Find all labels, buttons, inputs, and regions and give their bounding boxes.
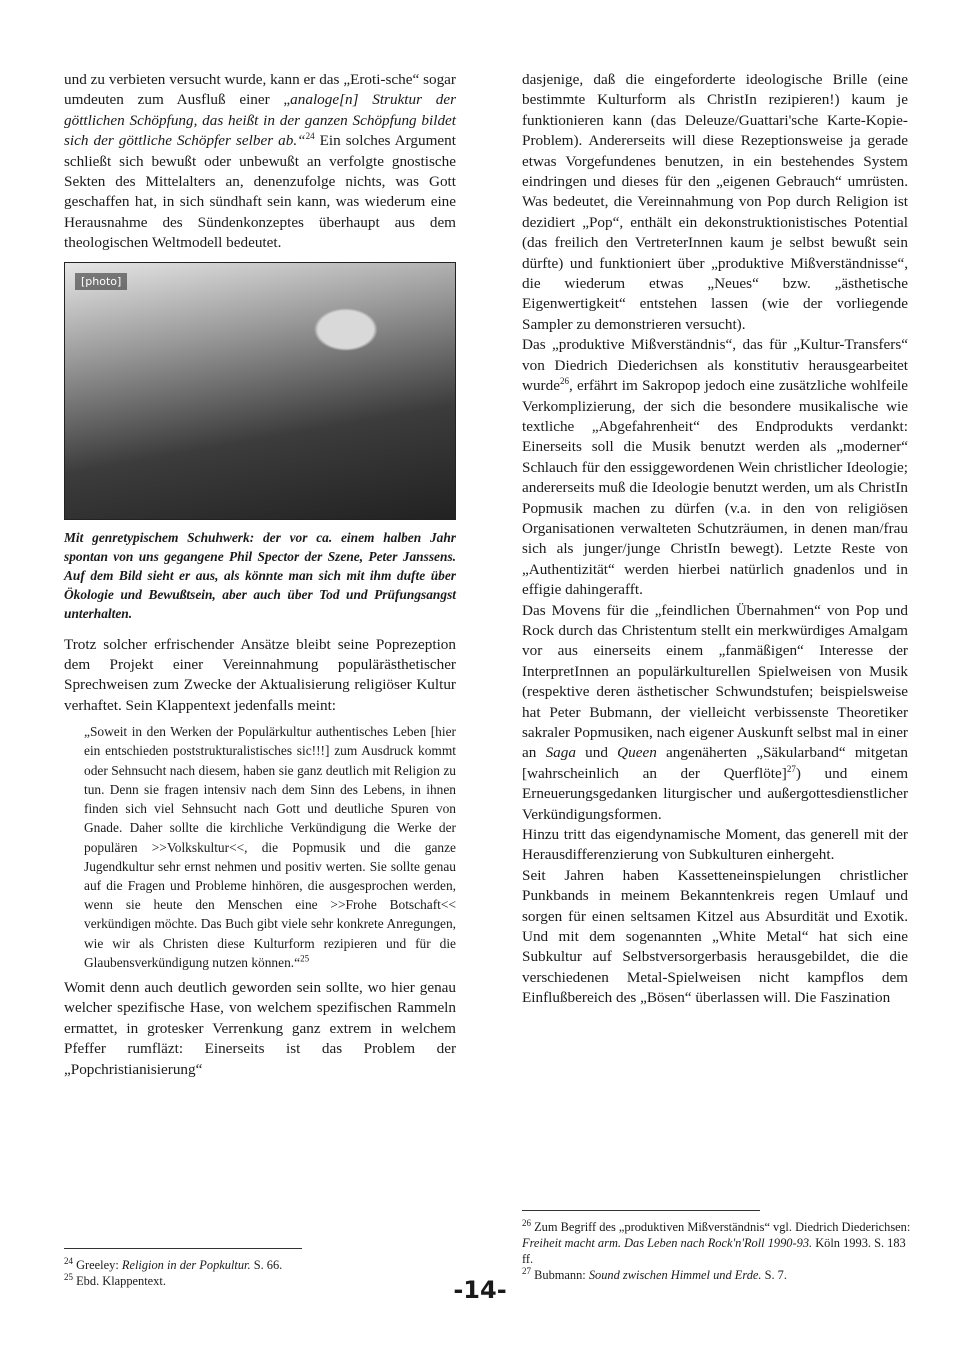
footnote: $^{25}$ Ebd. Klappentext. <box>64 1271 166 1288</box>
image-placeholder-label: [photo] <box>75 273 127 290</box>
paragraph: Trotz solcher erfrischender Ansätze bleibt seine Poprezeption dem Projekt einer Vereinnahmung populärästhetischer Sprechweisen zum Zwecke der Aktualisierung religiöser Kultur verhaftet. Sein Klappentext jedenfalls meint: <box>64 635 456 714</box>
footnote: $^{27}$ Bubmann: Sound zwischen Himmel und Erde. S. 7. <box>522 1265 787 1282</box>
paragraph: Womit denn auch deutlich geworden sein sollte, wo hier genau welcher spezifische Hase, von welchem spezifischen Rammeln ermattet, in grotesker Verrenkung ganz extrem in welchem Pfeffer rumfläzt: Einerseits ist das Problem der „Popchristianisierung“ <box>64 978 456 1078</box>
footnote: $^{26}$ Zum Begriff des „produktiven Mißverständnis“ vgl. Diedrich Diederichsen: Freiheit macht arm. Das Leben nach Rock'n'Roll 1990-93. Köln 1993. S. 183 ff. <box>522 1217 911 1266</box>
photo-peter-janssens <box>64 262 456 520</box>
footnotes-left <box>64 1248 394 1289</box>
page-number: -14- <box>453 1276 507 1304</box>
footnote-ref[interactable]: 26 <box>559 376 569 387</box>
block-quote: „Soweit in den Werken der Populärkultur authentisches Leben [hier ein entschieden poststrukturalistisches sic!!!] zum Ausdruck kommt oder Sehnsucht nach diesem, haben sie ganz deutlich mit Religion zu tun. Denn sie fragen intensiv nach dem Sinn des Lebens, in ihnen finden sich viel Sehnsucht nach Gott und deutliche Spuren von Gnade. Daher sollte die kirchliche Verkündigung die Werke der populären >>Volkskultur<<, die Popmusik und die ganze Jugendkultur sehr ernst nehmen und positiv werten. Sie sollte genau auf die Fragen und Probleme hinhören, die ausgesprochen werden, wenn sie heute den Menschen eine >>Frohe Botschaft<< verkündigen möchte. Das Buch gibt viele sehr konkrete Anregungen, wie wir als Christen diese Kulturform rezipieren und für die Glaubensverkündigung nutzen können.“$^{25}$ <box>84 724 456 970</box>
paragraph: Hinzu tritt das eigendynamische Moment, das generell mit der Herausdifferenzierung von Subkulturen einhergeht. <box>522 826 908 864</box>
paragraph: Das „produktive Mißverständnis“, das für „Kultur-Transfers“ von Diedrich Diederichsen als konstitutiv herausgearbeitet wurde$^{26}$, erfährt im Sakropop jedoch eine zusätzliche wohlfeile Verkomplizierung, der sich die besondere musikalische wie textliche „Abgefahrenheit“ des Endprodukts verdankt: Einerseits soll die Musik benutzt werden als „moderner“ Schlauch für den essiggewordenen Wein christlicher Ideologie; andererseits muß die Ideologie benutzt werden, um als ChristIn Popmusik machen zu dürfen (v.a. in den von religiösen Organisationen verwalteten Schutzräumen, in denen man/frau sich als junger/junge ChristIn bewegt). Letzte Reste von „Authentizität“ werden hierbei natürlich gnadenlos und in effigie dahingerafft. <box>522 336 908 599</box>
footnote-ref[interactable]: 27 <box>786 763 796 774</box>
footnote: $^{24}$ Greeley: Religion in der Popkultur. S. 66. <box>64 1255 283 1272</box>
footnote-divider <box>522 1210 760 1211</box>
paragraph: Seit Jahren haben Kassetteneinspielungen christlicher Punkbands in meinem Bekanntenkreis regen Umlauf und sorgen für einen seltsamen Kitzel aus Absurdität und Exotik. Und mit dem sogenannten „White Metal“ hat sich eine Subkultur auf Selbstversorgerbasis herausgebildet, die die verschiedenen Metal-Spielweisen nicht kampflos dem Einflußbereich des „Bösen“ überlassen will. Die Faszination <box>522 866 908 1007</box>
footnote-ref[interactable]: 25 <box>300 953 310 964</box>
left-column <box>64 70 456 1080</box>
paragraph: und zu verbieten versucht wurde, kann er das „Eroti-sche“ sogar umdeuten zum Ausfluß einer „analoge[n] Struktur der göttlichen Schöpfung, das heißt in der ganzen Schöpfung bildet sich der göttliche Schöpfer selber ab.“$^{24}$ Ein solches Argument schließt sich bewußt oder unbewußt an verfolgte gnostische Sekten des Mittelalters an, denenzufolge nichts, was Gott geschaffen hat, in sich sündhaft sein kann, was wiederum eine Herausnahme des Sündenkonzeptes überhaupt aus dem theologischen Weltmodell bedeutet. <box>64 71 457 252</box>
footnotes-right <box>522 1210 912 1283</box>
paragraph: Das Movens für die „feindlichen Übernahmen“ von Pop und Rock durch das Christentum stellt ein merkwürdiges Amalgam vor aus einerseits einem „fanmäßigen“ Interesse der InterpretInnen an populärkulturellen Spielweisen von Musik (respektive deren ästhetischer Schwundstufen; beispielsweise hat Peter Bubmann, der vielleicht verbissenste Theoretiker sakraler Popmusiken, nach eigener Auskunft selbst mal in einer an Saga und Queen angenäherten „Säkularband“ mitgetan [wahrscheinlich an der Querflöte]$^{27}$) und einem Erneuerungsgedanken liturgischer und außergottesdienstlicher Verkündigungsformen. <box>522 601 909 823</box>
right-column <box>522 70 908 1009</box>
footnote-ref[interactable]: 24 <box>305 131 315 142</box>
paragraph: dasjenige, daß die eingeforderte ideologische Brille (eine bestimmte Kulturform als ChristIn rezipieren!) kaum je funktionieren kann (das Deleuze/Guattari'sche Karte-Kopie-Problem). Andererseits will diese Rezeptionsweise ja gerade etwas Vorgefundenes benutzen, in ein bestehendes System eindringen und dieses für den „eigenen Gebrauch“ umrüsten. Was bedeutet, die Vereinnahmung von Pop durch Religion ist dezidiert „Pop“, enthält ein dekonstruktionistisches Potential (das freilich den VertreterInnen kaum je selbst bewußt sein dürfte) und funktioniert über „produktive Mißverständnisse“, die wiederum etwas „Neues“ bzw. „ästhetische Eigenwertigkeit“ entstehen lassen (wie der vorliegende Sampler zu demonstrieren versucht). <box>522 71 908 333</box>
footnote-divider <box>64 1248 302 1249</box>
photo-caption: Mit genretypischem Schuhwerk: der vor ca. einem halben Jahr spontan von uns gegangene Phil Spector der Szene, Peter Janssens. Auf dem Bild sieht er aus, als könnte man sich mit ihm dufte über Ökologie und Bewußtsein, aber auch über Tod und Prüfungsangst unterhalten. <box>64 529 456 621</box>
